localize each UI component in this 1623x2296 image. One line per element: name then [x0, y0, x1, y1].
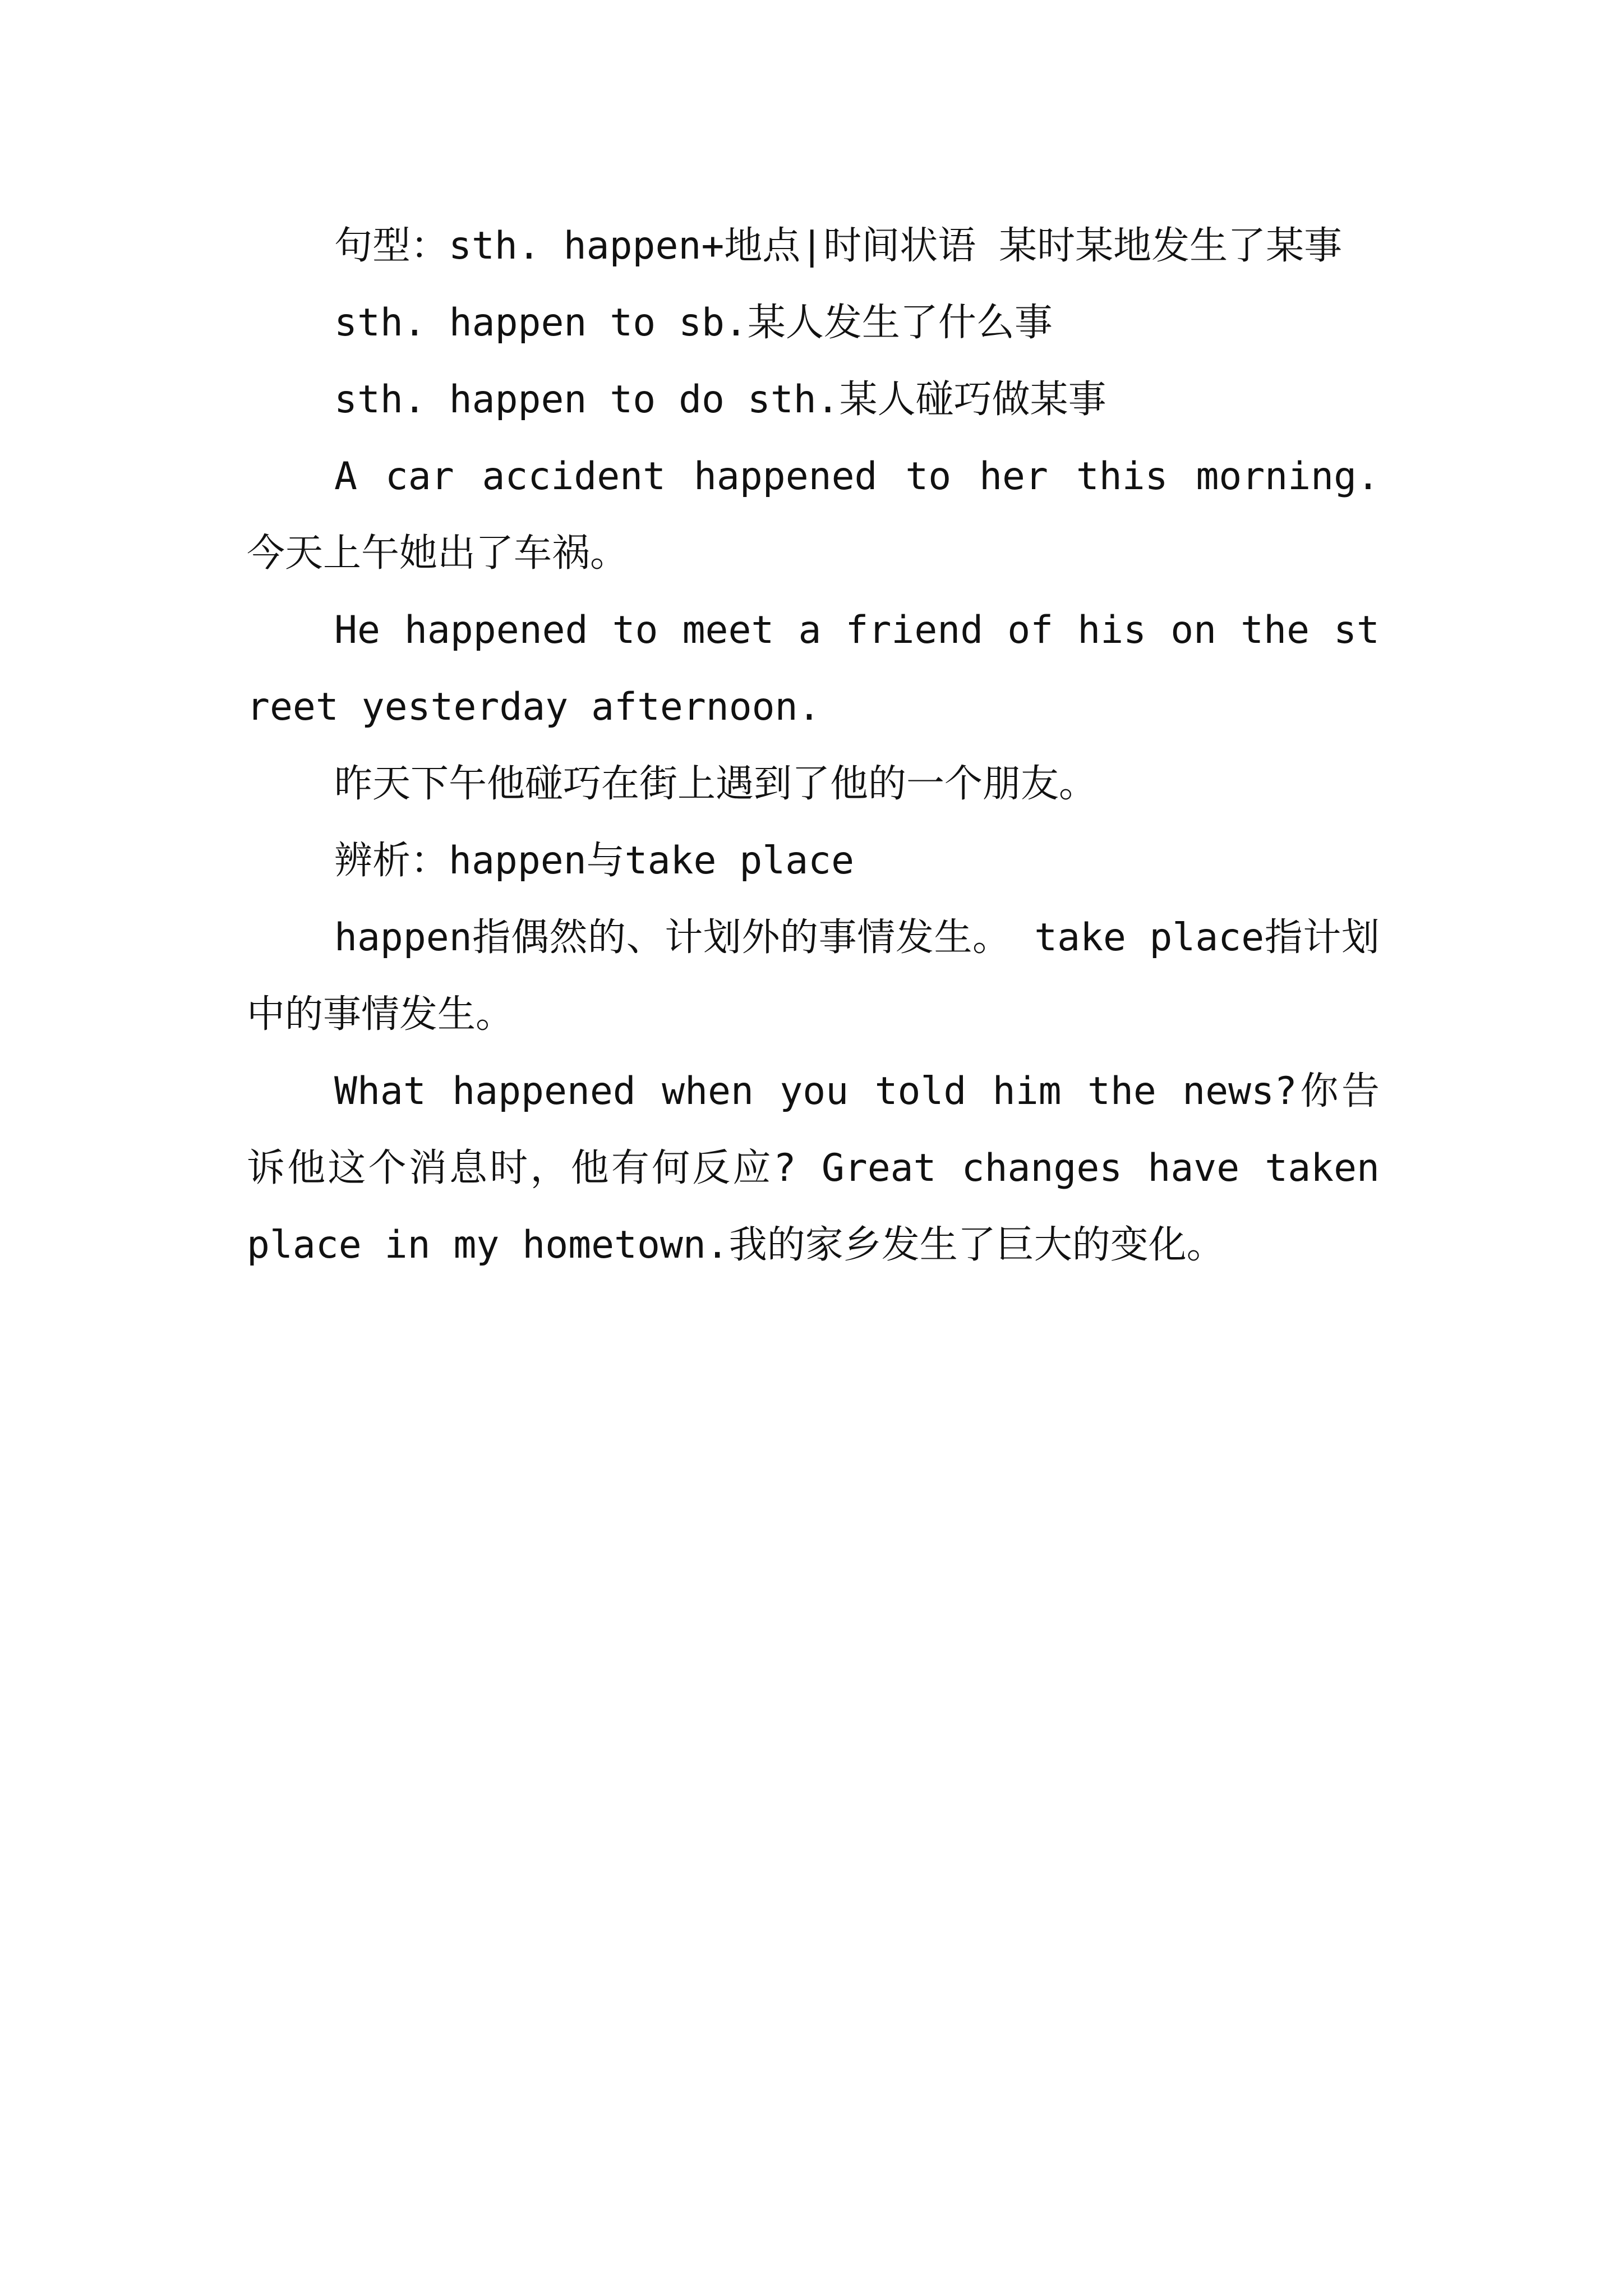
paragraph-happen-to-do: sth. happen to do sth.某人碰巧做某事 [334, 378, 1106, 422]
paragraph-example-meet-friend-translation: 昨天下午他碰巧在街上遇到了他的一个朋友。 [334, 762, 1098, 806]
document-body [247, 208, 1380, 1283]
paragraph-happen-to-sb: sth. happen to sb.某人发生了什么事 [334, 301, 1053, 345]
paragraph-sentence-pattern: 句型：sth. happen+地点|时间状语 某时某地发生了某事 [334, 224, 1343, 268]
paragraph-example-news-and-changes: What happened when you told him the news?你告诉他这个消息时，他有何反应? Great changes have taken place in my hometown.我的家乡发生了巨大的变化。 [247, 1069, 1380, 1267]
paragraph-comparison-explanation: happen指偶然的、计划外的事情发生。 take place指计划中的事情发生。 [247, 915, 1380, 1037]
paragraph-example-car-accident: A car accident happened to her this morning.今天上午她出了车祸。 [247, 454, 1380, 576]
paragraph-comparison-heading: 辨析：happen与take place [334, 839, 855, 883]
paragraph-example-meet-friend: He happened to meet a friend of his on the street yesterday afternoon. [247, 608, 1380, 729]
